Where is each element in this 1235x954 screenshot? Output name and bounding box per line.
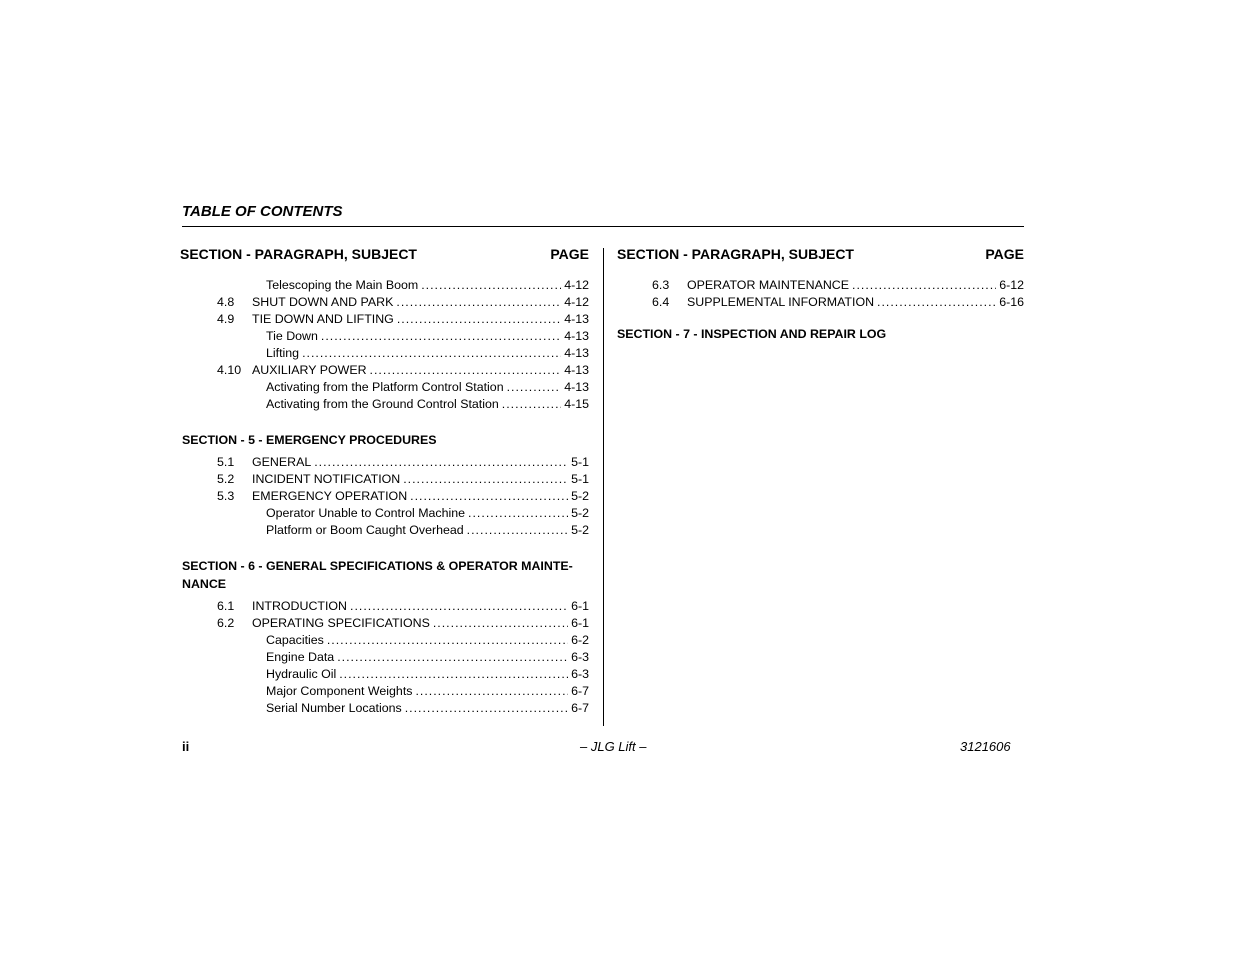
subject-header: SECTION - PARAGRAPH, SUBJECT [180,246,417,262]
left-entries-top [180,277,589,413]
right-entries [617,277,1024,311]
toc-entry-number: 4.8 [217,295,235,309]
toc-entry[interactable] [180,379,589,396]
toc-entry-page: 6-12 [999,278,1024,292]
toc-entry-page: 5-1 [571,455,589,469]
toc-entry[interactable] [180,294,589,311]
dot-leader [370,362,562,379]
toc-entry[interactable] [180,522,589,539]
toc-entry-title: OPERATOR MAINTENANCE [687,278,850,292]
toc-entry[interactable] [180,471,589,488]
toc-entry-number: 6.2 [217,616,235,630]
toc-entry[interactable] [180,328,589,345]
dot-leader [339,666,568,683]
toc-entry-number: 5.3 [217,489,235,503]
page-title: TABLE OF CONTENTS [182,203,343,220]
toc-entry[interactable] [180,311,589,328]
dot-leader [337,649,568,666]
dot-leader [852,277,996,294]
toc-entry-page: 6-7 [571,684,589,698]
dot-leader [396,294,561,311]
toc-entry-title: AUXILIARY POWER [252,363,367,377]
toc-entry-page: 6-2 [571,633,589,647]
toc-entry-title: OPERATING SPECIFICATIONS [252,616,430,630]
right-column-header [617,246,1024,263]
toc-entry-number: 4.10 [217,363,242,377]
toc-entry-page: 4-15 [564,397,589,411]
toc-entry-title: Hydraulic Oil [266,667,337,681]
toc-entry-title: Telescoping the Main Boom [266,278,419,292]
toc-entry-page: 4-13 [564,329,589,343]
toc-entry[interactable] [617,277,1024,294]
subject-header: SECTION - PARAGRAPH, SUBJECT [617,246,854,262]
left-column-header [180,246,589,263]
dot-leader [877,294,996,311]
toc-entry-title: Major Component Weights [266,684,413,698]
toc-entry[interactable] [180,632,589,649]
dot-leader [421,277,561,294]
left-column [180,246,589,717]
section-5-heading: SECTION - 5 - EMERGENCY PROCEDURES [182,433,437,447]
dot-leader [321,328,561,345]
toc-entry-page: 4-12 [564,278,589,292]
dot-leader [467,522,568,539]
toc-entry-title: Lifting [266,346,300,360]
dot-leader [403,471,568,488]
dot-leader [433,615,568,632]
toc-entry-title: INTRODUCTION [252,599,347,613]
toc-entry-page: 4-13 [564,346,589,360]
toc-entry-page: 5-1 [571,472,589,486]
toc-entry-number: 4.9 [217,312,235,326]
dot-leader [507,379,562,396]
section-6-heading: SECTION - 6 - GENERAL SPECIFICATIONS & OPERATOR MAINTE-NANCE [182,559,573,591]
toc-entry-page: 5-2 [571,489,589,503]
toc-entry[interactable] [180,649,589,666]
toc-entry[interactable] [180,700,589,717]
toc-entry[interactable] [180,683,589,700]
toc-entry-title: Activating from the Ground Control Station [266,397,499,411]
toc-entry-title: EMERGENCY OPERATION [252,489,408,503]
toc-entry-title: SHUT DOWN AND PARK [252,295,394,309]
toc-entry-number: 5.1 [217,455,235,469]
toc-entry-title: Engine Data [266,650,335,664]
toc-entry-page: 6-3 [571,667,589,681]
toc-entry-page: 6-7 [571,701,589,715]
toc-entry-title: Activating from the Platform Control Station [266,380,504,394]
dot-leader [302,345,561,362]
footer-page-number: ii [182,739,190,754]
toc-entry[interactable] [180,666,589,683]
toc-entry-page: 5-2 [571,506,589,520]
dot-leader [502,396,561,413]
right-column [617,246,1024,348]
toc-entry-title: Capacities [266,633,324,647]
toc-entry-page: 4-13 [564,312,589,326]
toc-entry-title: TIE DOWN AND LIFTING [252,312,394,326]
toc-entry[interactable] [180,454,589,471]
dot-leader [327,632,568,649]
toc-entry[interactable] [180,277,589,294]
column-divider [603,248,604,726]
toc-entry-number: 6.1 [217,599,235,613]
section-7-heading: SECTION - 7 - INSPECTION AND REPAIR LOG [617,327,887,341]
toc-entry-number: 6.3 [652,278,670,292]
toc-entry-title: Platform or Boom Caught Overhead [266,523,464,537]
section-5-entries [180,454,589,539]
toc-entry-title: Serial Number Locations [266,701,402,715]
title-rule [182,226,1024,227]
toc-entry[interactable] [180,396,589,413]
toc-entry-title: GENERAL [252,455,312,469]
toc-entry[interactable] [617,294,1024,311]
toc-entry-number: 5.2 [217,472,235,486]
toc-entry[interactable] [180,615,589,632]
toc-entry-page: 6-16 [999,295,1024,309]
toc-entry-title: Tie Down [266,329,318,343]
toc-entry[interactable] [180,488,589,505]
toc-entry-title: Operator Unable to Control Machine [266,506,466,520]
page-header: PAGE [985,246,1024,262]
dot-leader [410,488,568,505]
toc-entry-page: 6-1 [571,599,589,613]
toc-entry[interactable] [180,598,589,615]
toc-entry-title: INCIDENT NOTIFICATION [252,472,401,486]
toc-entry-page: 4-12 [564,295,589,309]
toc-entry-page: 4-13 [564,363,589,377]
toc-entry[interactable] [180,505,589,522]
section-6-entries [180,598,589,717]
toc-entry-page: 6-1 [571,616,589,630]
toc-entry-page: 5-2 [571,523,589,537]
footer-doc-number: 3121606 [960,739,1011,754]
toc-entry-title: SUPPLEMENTAL INFORMATION [687,295,875,309]
dot-leader [314,454,568,471]
dot-leader [405,700,568,717]
toc-entry-page: 4-13 [564,380,589,394]
toc-entry[interactable] [180,362,589,379]
dot-leader [397,311,561,328]
toc-entry-page: 6-3 [571,650,589,664]
footer-center-text: – JLG Lift – [580,739,647,754]
toc-entry-number: 6.4 [652,295,670,309]
toc-entry[interactable] [180,345,589,362]
page-header: PAGE [550,246,589,262]
dot-leader [350,598,568,615]
dot-leader [415,683,568,700]
dot-leader [468,505,568,522]
